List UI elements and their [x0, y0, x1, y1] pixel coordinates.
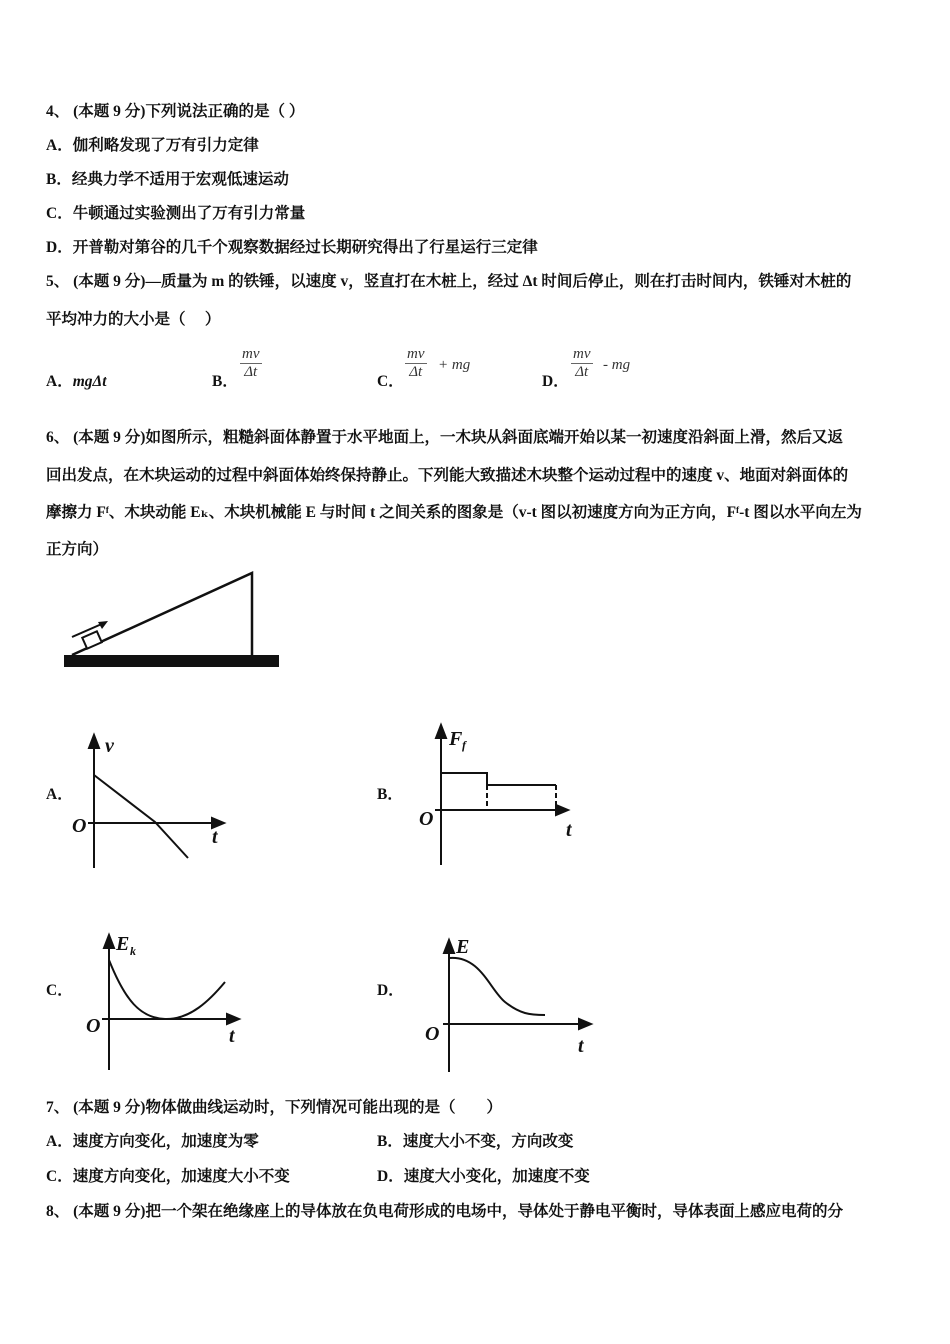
q6-option-d: D．	[377, 982, 404, 999]
q4-stem: 4、 (本题 9 分)下列说法正确的是（ ）	[46, 103, 305, 120]
denominator: Δt	[244, 364, 258, 380]
axis-label-t: t	[212, 826, 218, 848]
q6-stem-line4: 正方向）	[46, 541, 109, 558]
q4-option-c: C．牛顿通过实验测出了万有引力常量	[46, 205, 306, 222]
numerator: mv	[573, 346, 591, 362]
q5-option-b-label: B．	[212, 373, 238, 390]
q5-a-expr: mgΔt	[72, 373, 107, 390]
axis-label-e: E	[456, 936, 470, 958]
graph-c-ekt	[102, 935, 239, 1070]
q7-option-c: C．速度方向变化，加速度大小不变	[46, 1168, 290, 1185]
q8-stem: 8、 (本题 9 分)把一个架在绝缘座上的导体放在负电荷形成的电场中，导体处于静电平衡时，导体表面上感应电荷的分	[46, 1203, 843, 1220]
origin-label: O	[72, 815, 87, 837]
axis-label-ff: F	[449, 728, 463, 750]
q7-stem: 7、 (本题 9 分)物体做曲线运动时，下列情况可能出现的是（ ）	[46, 1099, 502, 1116]
q5-stem-line1: 5、 (本题 9 分)—质量为 m 的铁锤，以速度 v，竖直打在木桩上，经过 Δt 时间后停止，则在打击时间内，铁锤对木桩的	[46, 273, 852, 290]
q6-option-c: C．	[46, 982, 73, 999]
q6-stem-line2: 回出发点，在木块运动的过程中斜面体始终保持静止。下列能大致描述木块整个运动过程中的速度 v、地面对斜面体的	[46, 467, 849, 484]
q4-option-a: A．伽利略发现了万有引力定律	[46, 137, 259, 154]
numerator: mv	[242, 346, 260, 362]
axis-label-t: t	[578, 1035, 584, 1057]
q4-option-d: D．开普勒对第谷的几千个观察数据经过长期研究得出了行星运行三定律	[46, 239, 538, 256]
origin-label: O	[425, 1023, 440, 1045]
graph-d-et	[443, 940, 591, 1072]
incline-figure	[64, 573, 279, 667]
denominator: Δt	[575, 364, 589, 380]
axis-label-ff-sub: f	[462, 738, 466, 752]
q7-option-a: A．速度方向变化，加速度为零	[46, 1133, 259, 1150]
axis-label-ek: E	[116, 933, 130, 955]
q6-stem-line3: 摩擦力 Fᶠ、木块动能 Eₖ、木块机械能 E 与时间 t 之间关系的图象是（v-t 图以初速度方向为正方向，Fᶠ-t 图以水平向左为	[46, 504, 862, 521]
q6-option-b: B．	[377, 786, 403, 803]
axis-label-t: t	[229, 1025, 235, 1047]
q7-option-b: B．速度大小不变，方向改变	[377, 1133, 574, 1150]
ground	[64, 655, 279, 667]
q5-d-tail: - mg	[603, 357, 631, 373]
axis-label-v: v	[105, 735, 114, 757]
q5-option-c-label: C．	[377, 373, 404, 390]
q5-option-d-label: D．	[542, 373, 569, 390]
numerator: mv	[407, 346, 425, 362]
origin-label: O	[419, 808, 434, 830]
axis-label-ek-sub: k	[130, 944, 136, 958]
q5-c-tail: + mg	[438, 357, 471, 373]
q5-stem-line2: 平均冲力的大小是（ ）	[46, 311, 221, 328]
q7-option-d: D．速度大小变化，加速度不变	[377, 1168, 590, 1185]
q6-option-a: A．	[46, 786, 73, 803]
denominator: Δt	[409, 364, 423, 380]
block	[82, 631, 101, 648]
axis-label-t: t	[566, 819, 572, 841]
origin-label: O	[86, 1015, 101, 1037]
q4-option-b: B．经典力学不适用于宏观低速运动	[46, 171, 289, 188]
q5-a-label: A．	[46, 373, 73, 390]
q6-stem-line1: 6、 (本题 9 分)如图所示，粗糙斜面体静置于水平地面上，一木块从斜面底端开始以某一初速度沿斜面上滑，然后又返	[46, 429, 843, 446]
